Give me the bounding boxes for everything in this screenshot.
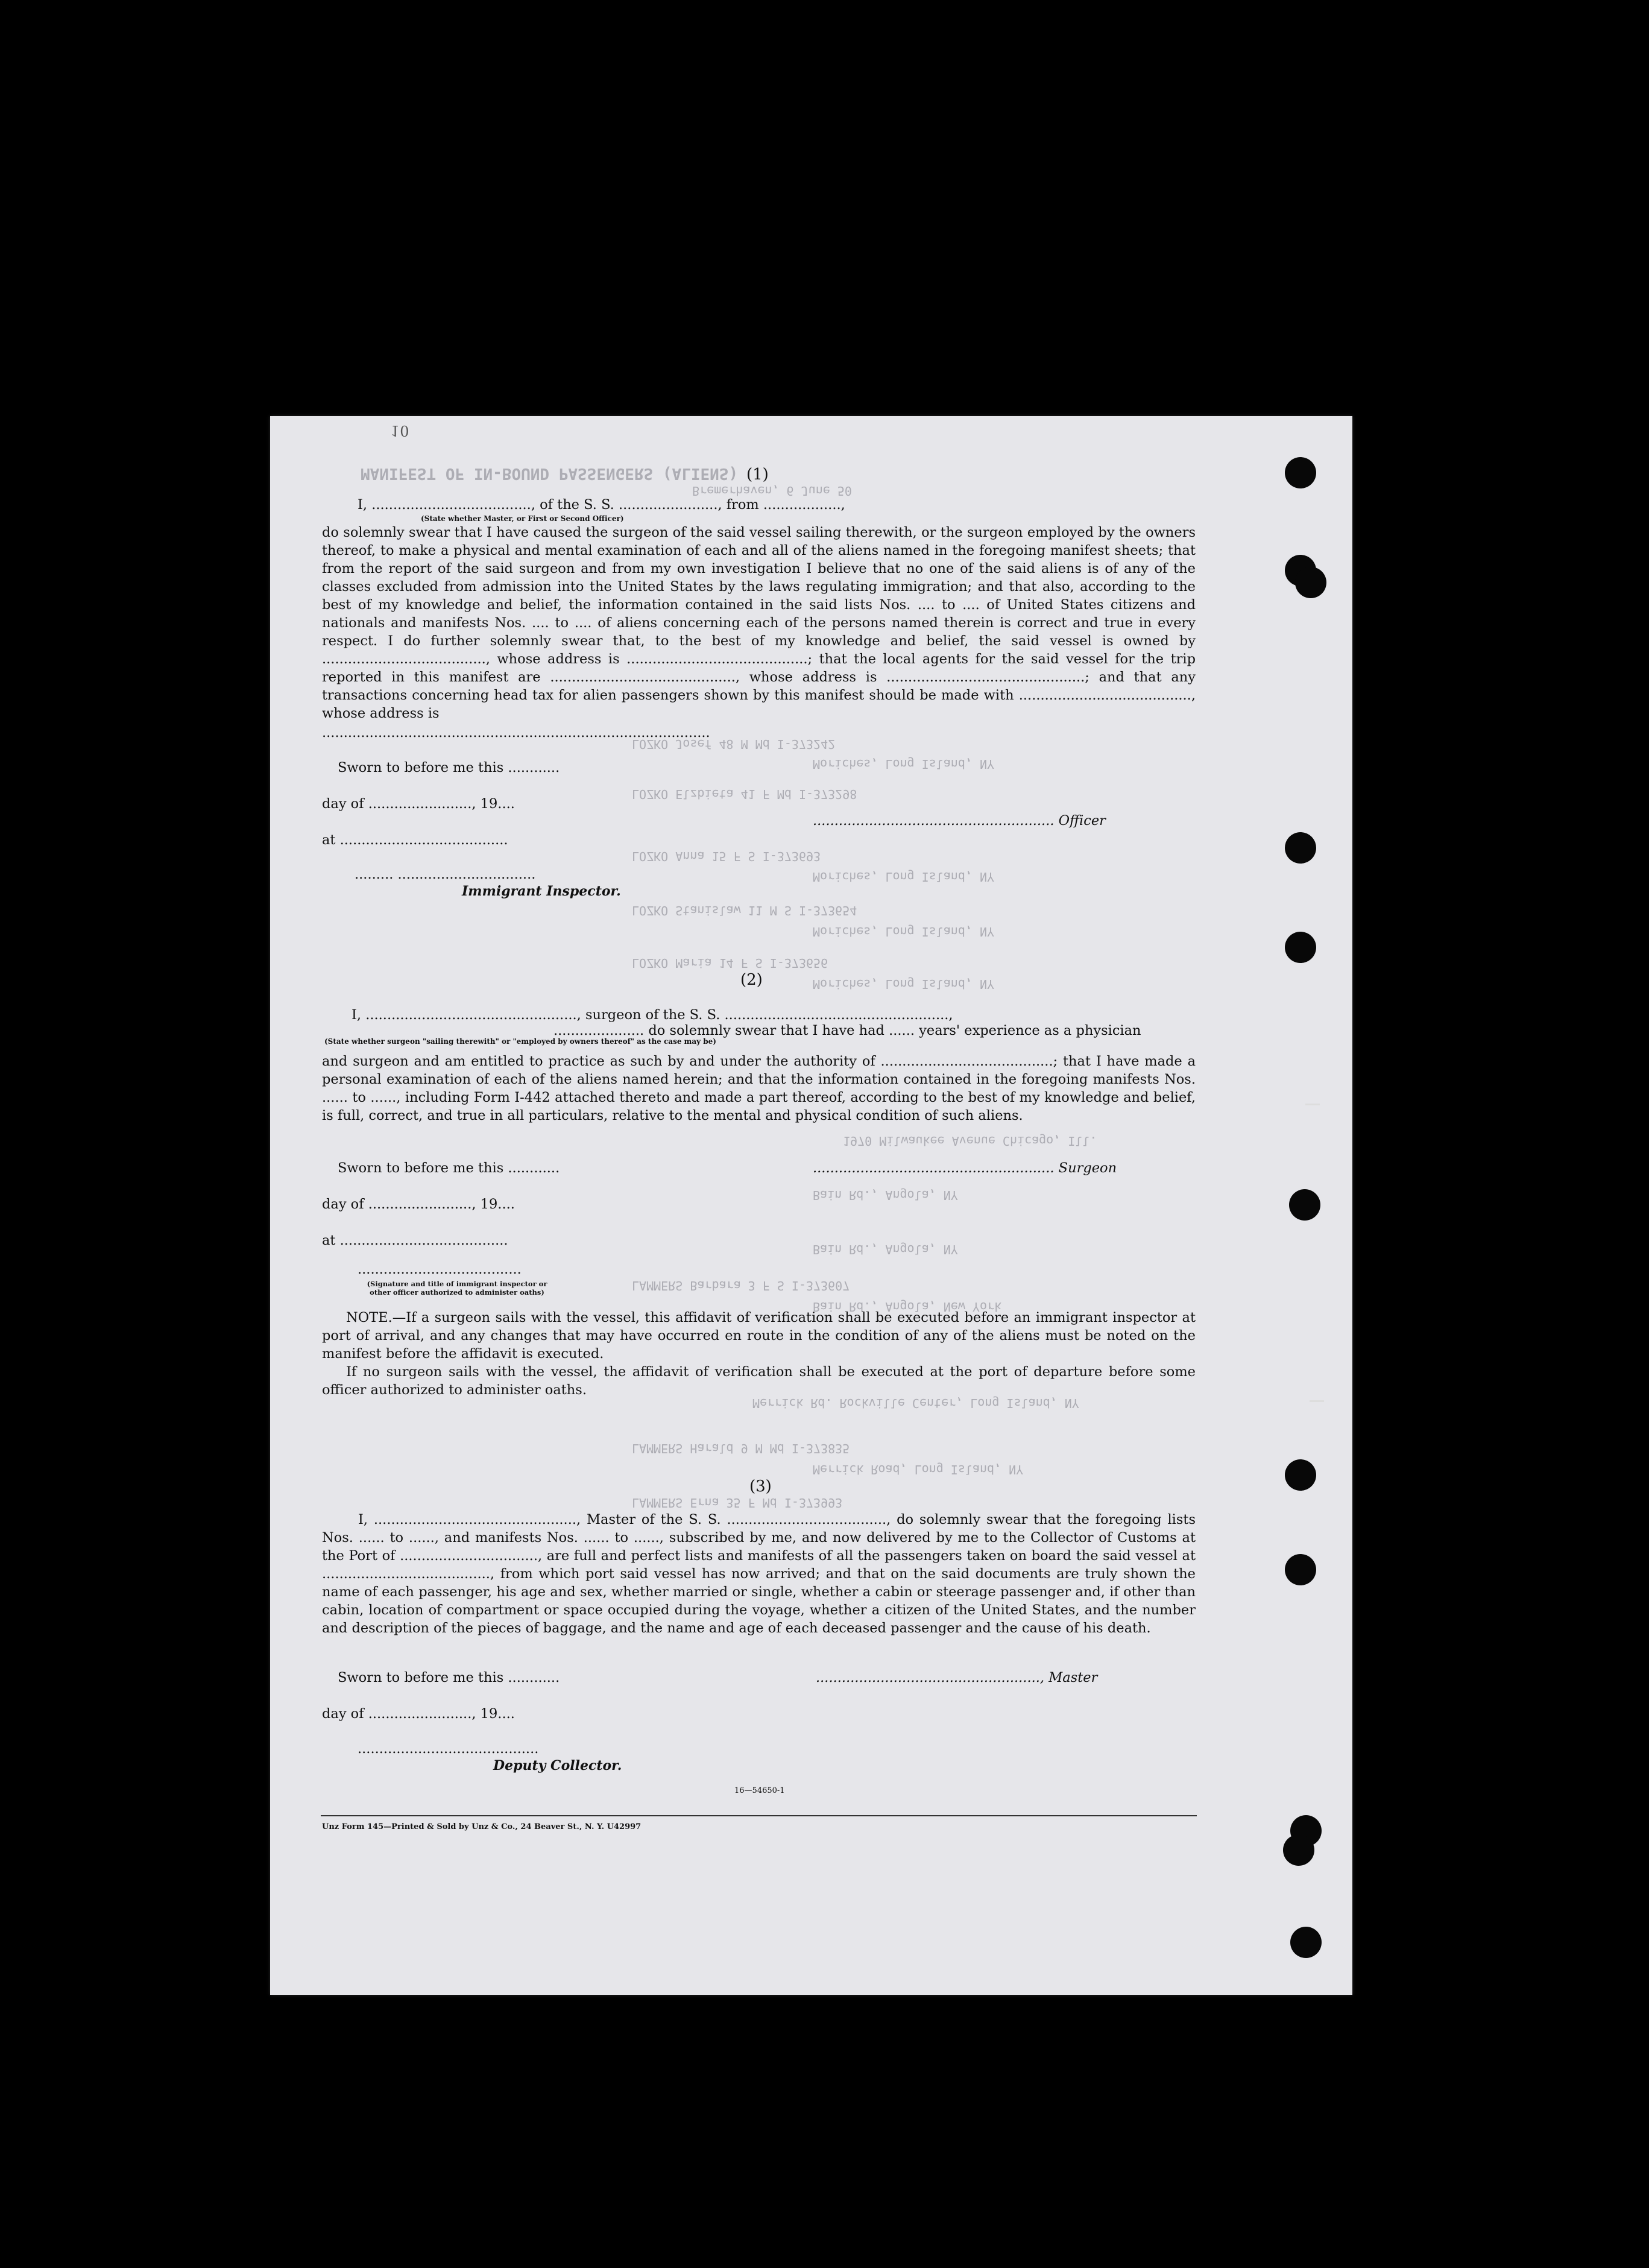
show-through-row: LAMMERS Harald 9 M Md I-373835: [632, 1441, 850, 1456]
show-through-row: Moriches, Long Island, NY: [813, 977, 995, 991]
show-through-row: Bain Rd., Angola, New York: [813, 1300, 1002, 1314]
section-1-sworn: Sworn to before me this ............: [338, 760, 560, 775]
section-1-oath-text: do solemnly swear that I have caused the surgeon of the said vessel sailing therewith, or the surgeon employed by the owners thereof, to make a physical and mental examination of each and all of the aliens named in the foregoing manifest sheets; that from the report of the said surgeon and from my own investigation I believe that no one of the said aliens is of any of the classes excluded from admission into the United States by the laws regulating immigration; and that also, according to the best of my knowledge and belief, the information contained in the said lists Nos. .... to .... of United States citizens and nationals and manifests Nos. .... to .... of aliens concerning each of the persons named therein is correct and true in every respect. I do further solemnly swear that, to the best of my knowledge and belief, the said vessel is owned by ......................................, whose address is ..........................................; that the local agents for the said vessel for the trip reported in this manifest are ..........................................., whose address is ..............................................; and that any transactions concerning head tax for alien passengers shown by this manifest should be made with ........................................, whose address is: [322, 525, 1196, 721]
show-through-row: LOZKO Maria 14 F S I-373656: [632, 956, 828, 970]
signature-caption: (Signature and title of immigrant inspector or other officer authorized to administer oaths): [367, 1280, 547, 1297]
section-2-at: at .......................................: [322, 1233, 508, 1248]
binder-hole: [1285, 932, 1316, 963]
show-through-row: Bain Rd., Angola, NY: [813, 1188, 958, 1202]
section-1-dots-line: ..........................................................................................: [322, 725, 710, 741]
form-number: 16—54650-1: [734, 1786, 785, 1795]
binder-hole: [1285, 832, 1316, 864]
section-2-number: (2): [740, 971, 763, 989]
section-1-number: (1): [746, 466, 769, 484]
section-2-experience-line: ..................... do solemnly swear that I have had ...... years' experience as a physician: [553, 1023, 1141, 1038]
section-3-day: day of ........................, 19....: [322, 1706, 515, 1722]
section-3-master-line: ...................................................., Master: [816, 1670, 1098, 1685]
section-2-signature-dots: ......................................: [358, 1262, 522, 1277]
corner-mark: 10: [391, 422, 409, 439]
section-3-oath: [322, 1511, 1196, 1637]
show-through-row: Merrick Rd. Rockville Center, Long Island, NY: [752, 1396, 1079, 1410]
show-through-row: Moriches, Long Island, NY: [813, 757, 995, 771]
officer-note: (State whether Master, or First or Second Officer): [421, 514, 624, 523]
show-through-row: LOZKO Elzbieta 41 F Md I-373298: [632, 787, 857, 801]
section-1-opening-line: I, ....................................., of the S. S. ......................., from ..................,: [358, 497, 845, 513]
show-through-row: LOZKO Anna 15 F S I-373693: [632, 849, 821, 864]
show-through-header-b: Bremerhaven, 6 June 50: [692, 484, 852, 498]
show-through-header-a: MANIFEST OF IN-BOUND PASSENGERS (ALIENS): [361, 464, 739, 482]
section-3-sworn: Sworn to before me this ............: [338, 1670, 560, 1685]
immigrant-inspector-caption: Immigrant Inspector.: [462, 883, 621, 899]
section-1-officer-line: ........................................................ Officer: [813, 813, 1106, 829]
show-through-row: LAMMERS Barbara 3 F S I-373607: [632, 1278, 850, 1293]
section-1-inspector-dots: ......... ................................: [355, 867, 536, 882]
deputy-collector-caption: Deputy Collector.: [493, 1758, 622, 1774]
binder-hole: [1290, 1927, 1322, 1958]
show-through-row: LAMMERS Erna 35 F Md I-373993: [632, 1496, 843, 1510]
section-3-number: (3): [749, 1477, 772, 1496]
edge-mark: [1310, 1400, 1324, 1402]
manifest-page: [270, 416, 1352, 1995]
printer-footer: Unz Form 145—Printed & Sold by Unz & Co., 24 Beaver St., N. Y. U42997: [322, 1822, 642, 1831]
section-2-surgeon-line: ........................................................ Surgeon: [813, 1160, 1117, 1176]
binder-hole: [1295, 567, 1326, 598]
section-3-oath-text: I, ..............................................., Master of the S. S. ....................................., do solemnly swear that the foregoing lists Nos. ...... to ......, and manifests Nos. ...... to ......, subscribed by me, and now delivered by me to the Collector of Customs at the Port of ................................, are full and perfect lists and manifests of all the passengers taken on board the said vessel at ......................................., from which port said vessel has now arrived; and that on the said documents are truly shown the name of each passenger, his age and sex, whether married or single, whether a cabin or steerage passenger and, if other than cabin, location of compartment or space occupied during the voyage, whether a citizen of the United States, and the number and description of the pieces of baggage, and the name and age of each deceased passenger and the cause of his death.: [322, 1512, 1196, 1636]
binder-hole: [1285, 457, 1316, 488]
note-2: If no surgeon sails with the vessel, the affidavit of verification shall be executed at the port of departure before some officer authorized to administer oaths.: [322, 1364, 1196, 1398]
binder-hole: [1285, 1459, 1316, 1491]
binder-hole: [1283, 1834, 1314, 1866]
section-1-at: at .......................................: [322, 832, 508, 848]
section-2-sworn: Sworn to before me this ............: [338, 1160, 560, 1176]
show-through-row: Bain Rd., Angola, NY: [813, 1242, 958, 1257]
section-2-day: day of ........................, 19....: [322, 1196, 515, 1212]
section-3-collector-dots: ..........................................: [358, 1741, 539, 1757]
section-1-day: day of ........................, 19....: [322, 796, 515, 812]
section-2-oath-text: and surgeon and am entitled to practice as such by and under the authority of ........................................; that I have made a personal examination of each of the aliens named herein; and that the information contained in the foregoing manifests Nos. ...... to ......, including Form I-442 attached thereto and made a part thereof, according to the best of my knowledge and belief, is full, correct, and true in all particulars, relative to the mental and physical condition of such aliens.: [322, 1053, 1196, 1123]
show-through-row: LOZKO Stanislaw 11 M S I-373654: [632, 903, 857, 918]
note-1: NOTE.—If a surgeon sails with the vessel, this affidavit of verification shall be executed before an immigrant inspector at port of arrival, and any changes that may have occurred en route in the condition of any of the aliens must be noted on the manifest before the affidavit is executed.: [322, 1310, 1196, 1362]
binder-hole: [1285, 1554, 1316, 1585]
show-through-row: Moriches, Long Island, NY: [813, 924, 995, 939]
show-through-row: 1970 Milwaukee Avenue Chicago, Ill.: [843, 1134, 1097, 1148]
edge-mark: [1305, 1104, 1320, 1105]
section-1-oath: [322, 523, 1196, 722]
binder-hole: [1289, 1189, 1320, 1221]
section-2-oath: [322, 1052, 1196, 1125]
surgeon-note: (State whether surgeon "sailing therewith" or "employed by owners thereof" as the case may be): [324, 1037, 716, 1046]
section-2-notes: [322, 1309, 1196, 1399]
footer-rule: [321, 1815, 1197, 1816]
show-through-row: Moriches, Long Island, NY: [813, 870, 995, 884]
show-through-row: Merrick Road, Long Island, NY: [813, 1462, 1024, 1477]
show-through-row: LOZKO Josef 48 M Md I-373242: [632, 737, 836, 751]
section-2-opening-line: I, ................................................., surgeon of the S. S. ....................................................,: [352, 1007, 953, 1023]
